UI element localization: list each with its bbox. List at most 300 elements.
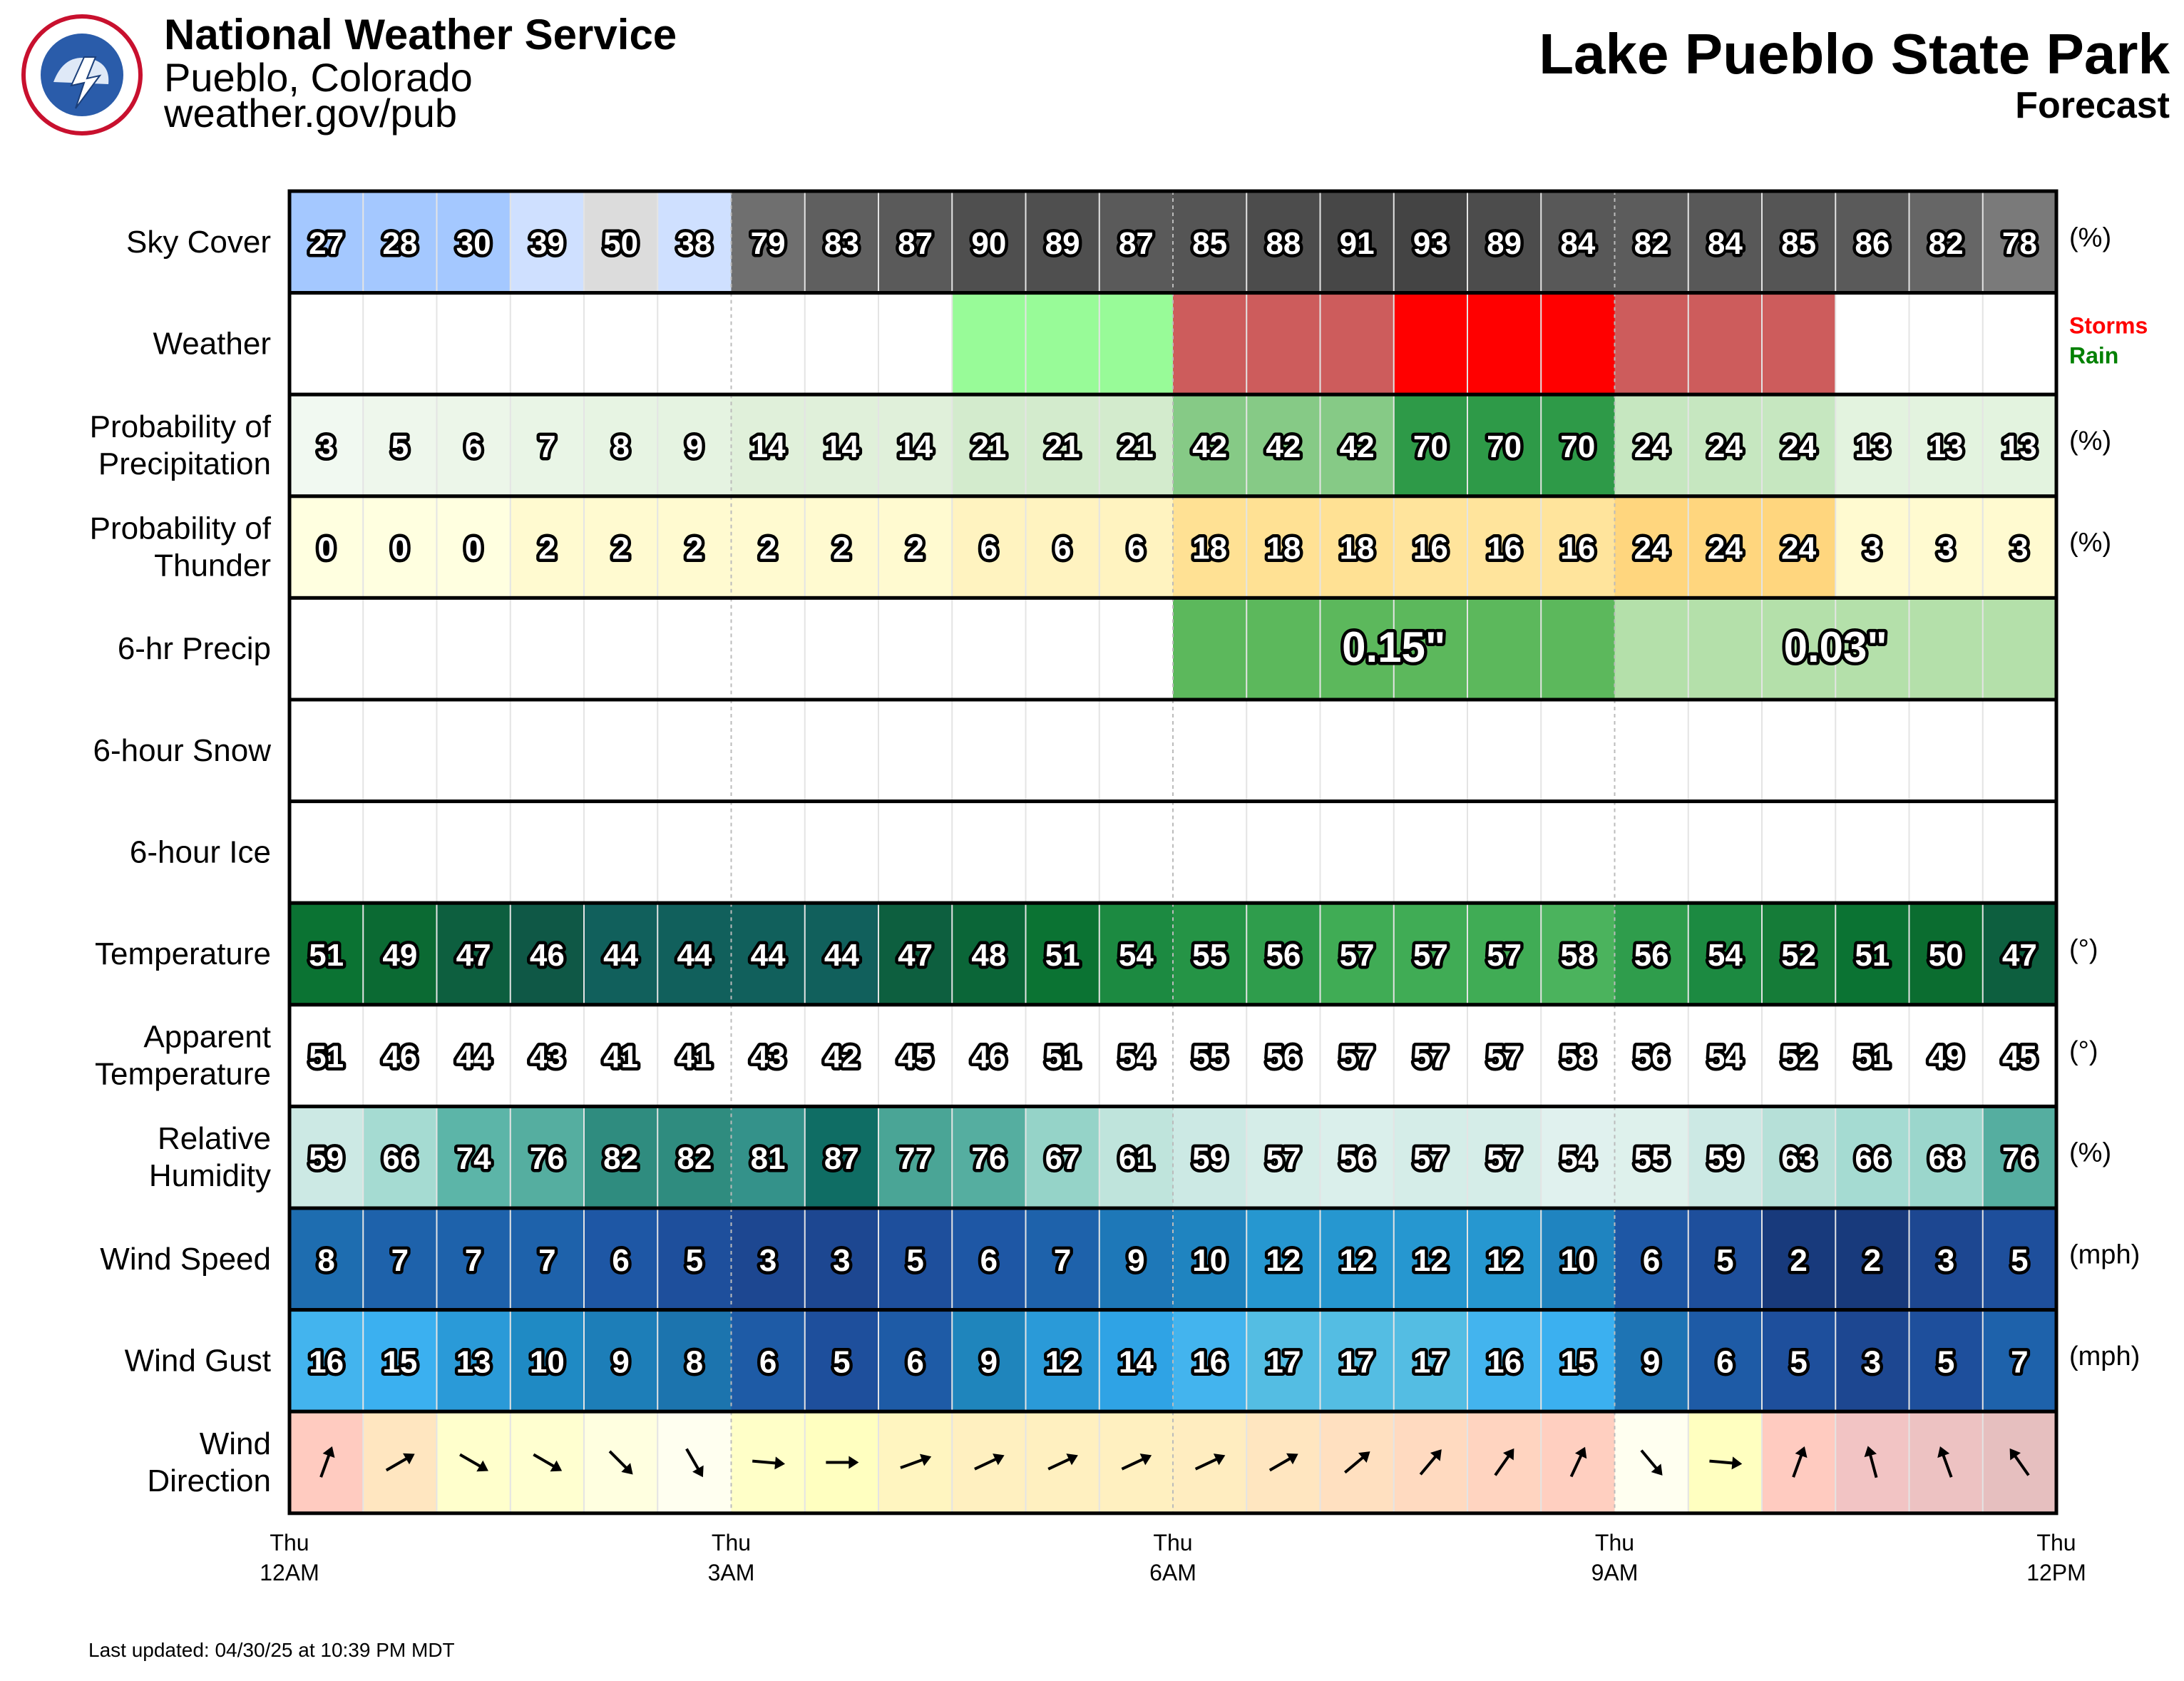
6-hr-precip-cell: [1099, 598, 1174, 700]
6-hour-ice-cell: [1173, 802, 1247, 904]
probability-of-precipitation-value: 42: [1266, 429, 1301, 464]
wind-speed-value: 12: [1413, 1242, 1448, 1278]
6-hour-ice-cell: [1835, 802, 1909, 904]
probability-of-precipitation-value: 70: [1413, 429, 1448, 464]
org-name: National Weather Service: [164, 11, 677, 58]
apparent-temperature-value: 54: [1707, 1039, 1743, 1075]
relative-humidity-value: 59: [1192, 1141, 1228, 1177]
6-hour-snow-cell: [732, 700, 806, 802]
probability-of-precipitation-value: 3: [317, 429, 335, 464]
row-6-hour-snow: [93, 700, 2057, 802]
temperature-value: 51: [1045, 938, 1080, 973]
6-hr-precip-cell: [1173, 598, 1247, 700]
temperature-value: 57: [1487, 938, 1522, 973]
probability-of-thunder-value: 16: [1487, 531, 1522, 566]
wind-gust-value: 14: [1118, 1344, 1154, 1380]
wind-gust-value: 17: [1339, 1344, 1375, 1380]
wind-gust-value: 3: [1863, 1344, 1882, 1380]
row-label: Probability of: [89, 409, 271, 444]
row-sky-cover: [126, 191, 2111, 293]
sky-cover-value: 86: [1855, 225, 1890, 261]
weather-cell: [1321, 293, 1395, 395]
location-title: Lake Pueblo State Park: [1539, 22, 2170, 86]
x-tick-day: Thu: [1153, 1529, 1193, 1555]
weather-cell: [1909, 293, 1984, 395]
probability-of-precipitation-value: 24: [1781, 429, 1817, 464]
probability-of-thunder-value: 2: [685, 531, 704, 566]
wind-speed-value: 6: [612, 1242, 630, 1278]
probability-of-thunder-value: 3: [1937, 531, 1955, 566]
probability-of-thunder-value: 0: [391, 531, 409, 566]
probability-of-precipitation-value: 21: [1118, 429, 1154, 464]
probability-of-thunder-value: 2: [538, 531, 556, 566]
sky-cover-value: 50: [603, 225, 639, 261]
weather-cell: [805, 293, 879, 395]
wind-gust-value: 13: [456, 1344, 491, 1380]
sky-cover-value: 93: [1413, 225, 1448, 261]
6-hour-ice-cell: [1983, 802, 2057, 904]
6-hour-ice-cell: [511, 802, 585, 904]
temperature-value: 52: [1781, 938, 1817, 973]
sky-cover-value: 82: [1928, 225, 1964, 261]
apparent-temperature-value: 45: [898, 1039, 933, 1075]
apparent-temperature-value: 57: [1413, 1039, 1448, 1075]
relative-humidity-value: 59: [1707, 1141, 1743, 1177]
wind-speed-value: 10: [1192, 1242, 1228, 1278]
6-hour-snow-cell: [1835, 700, 1909, 802]
wind-speed-value: 5: [1716, 1242, 1734, 1278]
row-label: 6-hr Precip: [117, 631, 271, 667]
probability-of-thunder-value: 24: [1634, 531, 1669, 566]
row-label: Temperature: [94, 1056, 271, 1092]
probability-of-thunder-value: 18: [1266, 531, 1301, 566]
row-probability-of-thunder: [90, 496, 2111, 598]
weather-cell: [878, 293, 953, 395]
apparent-temperature-value: 56: [1634, 1039, 1669, 1075]
6-hour-ice-cell: [657, 802, 732, 904]
6-hr-precip-cell: [878, 598, 953, 700]
probability-of-thunder-value: 0: [464, 531, 483, 566]
6-hour-ice-cell: [1762, 802, 1836, 904]
relative-humidity-value: 76: [529, 1141, 565, 1177]
x-tick-time: 12PM: [2026, 1559, 2086, 1585]
6-hour-snow-cell: [1394, 700, 1468, 802]
6-hr-precip-cell: [1983, 598, 2057, 700]
apparent-temperature-value: 42: [824, 1039, 859, 1075]
6-hr-precip-value: 0.15": [1342, 623, 1446, 672]
sky-cover-value: 83: [824, 225, 859, 261]
6-hour-ice-cell: [584, 802, 658, 904]
weather-cell: [511, 293, 585, 395]
wind-gust-value: 17: [1413, 1344, 1448, 1380]
row-wind-speed: [100, 1208, 2140, 1310]
wind-speed-value: 3: [1937, 1242, 1955, 1278]
probability-of-precipitation-value: 24: [1634, 429, 1669, 464]
row-unit: (%): [2069, 426, 2112, 456]
weather-cell: [1394, 293, 1468, 395]
wind-gust-value: 6: [1716, 1344, 1734, 1380]
wind-gust-value: 10: [529, 1344, 565, 1380]
wind-gust-value: 5: [1790, 1344, 1808, 1380]
row-label: Thunder: [154, 548, 271, 583]
apparent-temperature-value: 51: [309, 1039, 344, 1075]
wind-speed-value: 7: [1053, 1242, 1072, 1278]
temperature-value: 46: [529, 938, 565, 973]
6-hour-snow-cell: [952, 700, 1026, 802]
sky-cover-value: 87: [1118, 225, 1154, 261]
6-hour-ice-cell: [437, 802, 511, 904]
6-hour-ice-cell: [1321, 802, 1395, 904]
6-hr-precip-cell: [584, 598, 658, 700]
apparent-temperature-value: 46: [382, 1039, 418, 1075]
6-hr-precip-cell: [1026, 598, 1100, 700]
apparent-temperature-value: 51: [1855, 1039, 1890, 1075]
row-6-hour-ice: [130, 802, 2057, 904]
wind-speed-value: 5: [2011, 1242, 2029, 1278]
wind-speed-value: 2: [1790, 1242, 1808, 1278]
row-wind-gust: [125, 1310, 2141, 1412]
6-hour-ice-cell: [289, 802, 364, 904]
6-hr-precip-cell: [511, 598, 585, 700]
6-hour-ice-cell: [1394, 802, 1468, 904]
relative-humidity-value: 59: [309, 1141, 344, 1177]
probability-of-precipitation-value: 9: [685, 429, 704, 464]
6-hour-ice-cell: [1467, 802, 1542, 904]
weather-cell: [1688, 293, 1763, 395]
6-hour-snow-cell: [1026, 700, 1100, 802]
relative-humidity-value: 82: [677, 1141, 712, 1177]
probability-of-thunder-value: 16: [1413, 531, 1448, 566]
temperature-value: 44: [824, 938, 859, 973]
probability-of-precipitation-value: 24: [1707, 429, 1743, 464]
relative-humidity-value: 66: [1855, 1141, 1890, 1177]
x-axis: [260, 1530, 2184, 1585]
probability-of-thunder-value: 2: [906, 531, 924, 566]
apparent-temperature-value: 43: [750, 1039, 786, 1075]
row-label: Wind: [199, 1426, 271, 1461]
weather-cell: [1541, 293, 1615, 395]
x-tick-day: Thu: [270, 1529, 309, 1555]
6-hour-ice-cell: [1246, 802, 1321, 904]
wind-gust-value: 5: [833, 1344, 851, 1380]
sky-cover-value: 85: [1781, 225, 1817, 261]
wind-speed-value: 7: [538, 1242, 556, 1278]
6-hour-snow-cell: [363, 700, 437, 802]
probability-of-precipitation-value: 70: [1560, 429, 1596, 464]
wind-gust-value: 17: [1266, 1344, 1301, 1380]
6-hour-snow-cell: [511, 700, 585, 802]
temperature-value: 57: [1413, 938, 1448, 973]
wind-gust-value: 5: [1937, 1344, 1955, 1380]
6-hour-ice-cell: [805, 802, 879, 904]
row-unit: (%): [2069, 528, 2112, 558]
weather-cell: [1835, 293, 1909, 395]
weather-cell: [1615, 293, 1689, 395]
6-hr-precip-cell: [657, 598, 732, 700]
row-unit: (%): [2069, 223, 2112, 253]
temperature-value: 57: [1339, 938, 1375, 973]
wind-gust-value: 16: [309, 1344, 344, 1380]
temperature-value: 54: [1707, 938, 1743, 973]
wind-speed-value: 7: [391, 1242, 409, 1278]
probability-of-thunder-value: 3: [2011, 531, 2029, 566]
6-hour-snow-cell: [657, 700, 732, 802]
probability-of-thunder-value: 18: [1192, 531, 1228, 566]
row-unit: (°): [2069, 1036, 2098, 1067]
6-hr-precip-cell: [952, 598, 1026, 700]
row-label: Wind Speed: [100, 1241, 271, 1277]
6-hour-ice-cell: [1615, 802, 1689, 904]
wind-gust-value: 15: [382, 1344, 418, 1380]
row-label: Probability of: [89, 511, 271, 546]
probability-of-thunder-value: 3: [1863, 531, 1882, 566]
weather-cell: [437, 293, 511, 395]
6-hr-precip-cell: [363, 598, 437, 700]
wind-gust-value: 15: [1560, 1344, 1596, 1380]
6-hour-ice-cell: [363, 802, 437, 904]
6-hr-precip-cell: [1467, 598, 1542, 700]
relative-humidity-value: 57: [1487, 1141, 1522, 1177]
sky-cover-value: 85: [1192, 225, 1228, 261]
weather-cell: [732, 293, 806, 395]
wind-speed-value: 6: [1642, 1242, 1661, 1278]
probability-of-precipitation-value: 13: [1928, 429, 1964, 464]
6-hour-snow-cell: [1688, 700, 1763, 802]
probability-of-precipitation-value: 14: [824, 429, 859, 464]
probability-of-precipitation-value: 70: [1487, 429, 1522, 464]
relative-humidity-value: 66: [382, 1141, 418, 1177]
location-subtitle: Forecast: [2015, 85, 2170, 126]
office-name: Pueblo, Colorado: [164, 55, 473, 100]
relative-humidity-value: 63: [1781, 1141, 1817, 1177]
probability-of-thunder-value: 2: [759, 531, 777, 566]
wind-gust-value: 6: [906, 1344, 924, 1380]
weather-cell: [1246, 293, 1321, 395]
probability-of-precipitation-value: 21: [1045, 429, 1080, 464]
weather-cell: [584, 293, 658, 395]
wind-speed-value: 3: [759, 1242, 777, 1278]
row-label: Apparent: [143, 1019, 271, 1055]
6-hour-snow-cell: [878, 700, 953, 802]
6-hour-snow-cell: [1541, 700, 1615, 802]
sky-cover-value: 91: [1339, 225, 1375, 261]
temperature-value: 44: [677, 938, 712, 973]
6-hour-snow-cell: [805, 700, 879, 802]
temperature-value: 55: [1192, 938, 1228, 973]
legend-rain: Rain: [2069, 342, 2119, 369]
6-hour-snow-cell: [1909, 700, 1984, 802]
relative-humidity-value: 76: [971, 1141, 1007, 1177]
relative-humidity-value: 54: [1560, 1141, 1596, 1177]
row-probability-of-precipitation: [90, 394, 2111, 496]
relative-humidity-value: 74: [456, 1141, 491, 1177]
wind-speed-value: 10: [1560, 1242, 1596, 1278]
apparent-temperature-value: 58: [1560, 1039, 1596, 1075]
6-hr-precip-cell: [805, 598, 879, 700]
sky-cover-value: 79: [750, 225, 786, 261]
wind-speed-value: 12: [1339, 1242, 1375, 1278]
6-hour-snow-cell: [1615, 700, 1689, 802]
relative-humidity-value: 57: [1413, 1141, 1448, 1177]
weather-cell: [1173, 293, 1247, 395]
row-label: Temperature: [94, 936, 271, 971]
probability-of-precipitation-value: 13: [2001, 429, 2037, 464]
6-hour-snow-cell: [1173, 700, 1247, 802]
wind-speed-value: 3: [833, 1242, 851, 1278]
relative-humidity-value: 76: [2001, 1141, 2037, 1177]
row-label: 6-hour Ice: [129, 834, 271, 870]
apparent-temperature-value: 41: [677, 1039, 712, 1075]
x-tick-day: Thu: [1594, 1529, 1635, 1555]
weather-cell: [952, 293, 1026, 395]
x-tick-time: 9AM: [1591, 1559, 1639, 1585]
row-label: Wind Gust: [124, 1343, 271, 1379]
temperature-value: 47: [2001, 938, 2037, 973]
row-label: 6-hour Snow: [93, 732, 271, 768]
sky-cover-value: 28: [382, 225, 418, 261]
apparent-temperature-value: 44: [456, 1039, 491, 1075]
x-tick-time: 12AM: [260, 1559, 319, 1585]
apparent-temperature-value: 52: [1781, 1039, 1817, 1075]
wind-speed-value: 6: [980, 1242, 998, 1278]
6-hour-snow-cell: [1246, 700, 1321, 802]
apparent-temperature-value: 57: [1339, 1039, 1375, 1075]
wind-gust-value: 9: [612, 1344, 630, 1380]
weather-cell: [657, 293, 732, 395]
apparent-temperature-value: 51: [1045, 1039, 1080, 1075]
x-tick-time: 6AM: [1149, 1559, 1196, 1585]
6-hr-precip-cell: [289, 598, 364, 700]
probability-of-precipitation-value: 21: [971, 429, 1007, 464]
6-hour-snow-cell: [1099, 700, 1174, 802]
row-label: Relative: [158, 1121, 271, 1157]
relative-humidity-value: 77: [898, 1141, 933, 1177]
probability-of-thunder-value: 0: [317, 531, 335, 566]
sky-cover-value: 90: [971, 225, 1007, 261]
relative-humidity-value: 61: [1118, 1141, 1154, 1177]
wind-speed-value: 8: [317, 1242, 335, 1278]
temperature-value: 51: [1855, 938, 1890, 973]
temperature-value: 56: [1634, 938, 1669, 973]
wind-gust-value: 9: [980, 1344, 998, 1380]
wind-gust-value: 7: [2011, 1344, 2029, 1380]
row-relative-humidity: [149, 1106, 2111, 1208]
last-updated: Last updated: 04/30/25 at 10:39 PM MDT: [88, 1639, 455, 1661]
probability-of-thunder-value: 18: [1339, 531, 1375, 566]
relative-humidity-value: 55: [1634, 1141, 1669, 1177]
sky-cover-value: 88: [1266, 225, 1301, 261]
row-unit: (mph): [2069, 1240, 2141, 1270]
sky-cover-value: 87: [898, 225, 933, 261]
row-apparent-temperature: [95, 1005, 2098, 1107]
wind-speed-value: 5: [906, 1242, 924, 1278]
temperature-value: 44: [603, 938, 639, 973]
sky-cover-value: 39: [529, 225, 565, 261]
probability-of-precipitation-value: 8: [612, 429, 630, 464]
apparent-temperature-value: 46: [971, 1039, 1007, 1075]
weather-cell: [1099, 293, 1174, 395]
sky-cover-value: 84: [1707, 225, 1743, 261]
temperature-value: 47: [456, 938, 491, 973]
probability-of-thunder-value: 2: [612, 531, 630, 566]
weather-cell: [289, 293, 364, 395]
weather-cell: [1026, 293, 1100, 395]
6-hour-snow-cell: [584, 700, 658, 802]
6-hr-precip-cell: [1246, 598, 1321, 700]
temperature-value: 44: [750, 938, 786, 973]
probability-of-precipitation-value: 42: [1339, 429, 1375, 464]
apparent-temperature-value: 57: [1487, 1039, 1522, 1075]
x-tick-day: Thu: [2036, 1529, 2076, 1555]
office-url[interactable]: weather.gov/pub: [164, 91, 457, 136]
weather-cell: [1983, 293, 2057, 395]
row-wind-direction: [147, 1411, 2056, 1513]
probability-of-thunder-value: 6: [980, 531, 998, 566]
temperature-value: 47: [898, 938, 933, 973]
relative-humidity-value: 56: [1339, 1141, 1375, 1177]
wind-speed-value: 9: [1127, 1242, 1145, 1278]
wind-gust-value: 9: [1642, 1344, 1661, 1380]
wind-speed-value: 2: [1863, 1242, 1882, 1278]
row-label: Sky Cover: [126, 224, 271, 260]
sky-cover-value: 84: [1560, 225, 1596, 261]
temperature-value: 54: [1118, 938, 1154, 973]
6-hr-precip-cell: [1688, 598, 1763, 700]
6-hour-ice-cell: [878, 802, 953, 904]
wind-gust-value: 16: [1487, 1344, 1522, 1380]
temperature-value: 49: [382, 938, 418, 973]
row-label: Humidity: [148, 1158, 271, 1194]
relative-humidity-value: 87: [824, 1141, 859, 1177]
sky-cover-value: 78: [2001, 225, 2037, 261]
sky-cover-value: 30: [456, 225, 491, 261]
6-hr-precip-cell: [437, 598, 511, 700]
sky-cover-value: 38: [677, 225, 712, 261]
relative-humidity-value: 81: [750, 1141, 786, 1177]
sky-cover-value: 89: [1487, 225, 1522, 261]
6-hour-ice-cell: [1541, 802, 1615, 904]
relative-humidity-value: 68: [1928, 1141, 1964, 1177]
apparent-temperature-value: 49: [1928, 1039, 1964, 1075]
6-hr-precip-cell: [1541, 598, 1615, 700]
probability-of-thunder-value: 2: [833, 531, 851, 566]
sky-cover-value: 89: [1045, 225, 1080, 261]
temperature-value: 56: [1266, 938, 1301, 973]
6-hr-precip-cell: [1615, 598, 1689, 700]
weather-cell: [1762, 293, 1836, 395]
temperature-value: 50: [1928, 938, 1964, 973]
wind-gust-value: 12: [1045, 1344, 1080, 1380]
relative-humidity-value: 57: [1266, 1141, 1301, 1177]
wind-gust-value: 16: [1192, 1344, 1228, 1380]
x-tick-time: 3AM: [707, 1559, 755, 1585]
probability-of-thunder-value: 6: [1127, 531, 1145, 566]
sky-cover-value: 82: [1634, 225, 1669, 261]
sky-cover-value: 27: [309, 225, 344, 261]
wind-speed-value: 7: [464, 1242, 483, 1278]
6-hour-snow-cell: [1983, 700, 2057, 802]
probability-of-precipitation-value: 14: [750, 429, 786, 464]
temperature-value: 51: [309, 938, 344, 973]
6-hr-precip-value: 0.03": [1783, 623, 1887, 672]
probability-of-precipitation-value: 14: [898, 429, 933, 464]
probability-of-precipitation-value: 6: [464, 429, 483, 464]
probability-of-thunder-value: 24: [1707, 531, 1743, 566]
apparent-temperature-value: 45: [2001, 1039, 2037, 1075]
6-hour-snow-cell: [1321, 700, 1395, 802]
wind-gust-value: 8: [685, 1344, 704, 1380]
row-temperature: [95, 903, 2098, 1005]
